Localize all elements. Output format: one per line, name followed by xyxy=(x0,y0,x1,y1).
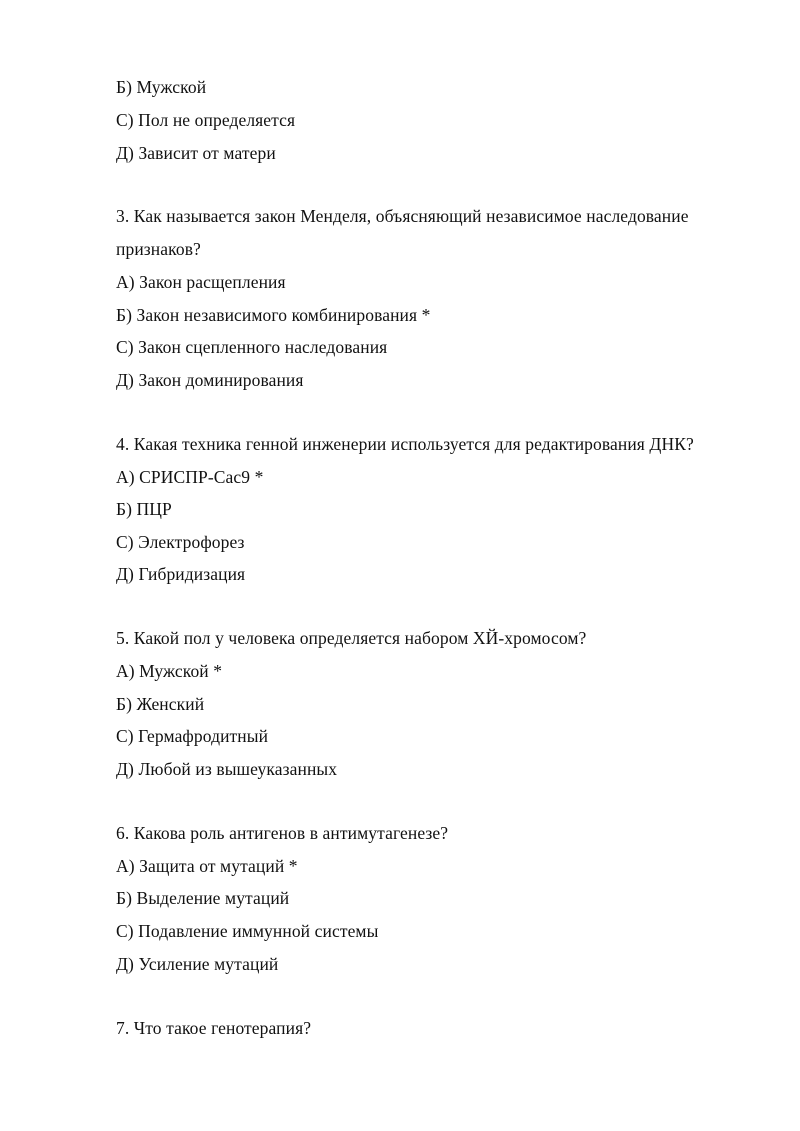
q2-option-d: Д) Зависит от матери xyxy=(116,143,276,163)
q3-question-line1: 3. Как называется закон Менделя, объясняющий независимое наследование xyxy=(116,206,689,226)
q5-question: 5. Какой пол у человека определяется набором ХЙ-хромосом? xyxy=(116,628,587,648)
q6-option-a: А) Защита от мутаций * xyxy=(116,856,298,876)
q7-question: 7. Что такое генотерапия? xyxy=(116,1018,312,1038)
q6-option-d: Д) Усиление мутаций xyxy=(116,954,279,974)
q3-option-b: Б) Закон независимого комбинирования * xyxy=(116,305,431,325)
q5-option-b: Б) Женский xyxy=(116,694,205,714)
q3-option-c: С) Закон сцепленного наследования xyxy=(116,337,388,357)
q2-option-b: Б) Мужской xyxy=(116,77,207,97)
q6-option-c: С) Подавление иммунной системы xyxy=(116,921,379,941)
q5-option-c: С) Гермафродитный xyxy=(116,726,269,746)
q4-question: 4. Какая техника генной инженерии используется для редактирования ДНК? xyxy=(116,434,694,454)
q5-option-d: Д) Любой из вышеуказанных xyxy=(116,759,338,779)
q5-option-a: А) Мужской * xyxy=(116,661,223,681)
q3-option-d: Д) Закон доминирования xyxy=(116,370,304,390)
q4-option-d: Д) Гибридизация xyxy=(116,564,246,584)
q3-question-line2: признаков? xyxy=(116,239,201,259)
q2-option-c: С) Пол не определяется xyxy=(116,110,296,130)
q6-question: 6. Какова роль антигенов в антимутагенезе? xyxy=(116,823,449,843)
q4-option-b: Б) ПЦР xyxy=(116,499,172,519)
q3-option-a: А) Закон расщепления xyxy=(116,272,286,292)
q4-option-c: С) Электрофорез xyxy=(116,532,245,552)
q4-option-a: А) СРИСПР-Сас9 * xyxy=(116,467,264,487)
q6-option-b: Б) Выделение мутаций xyxy=(116,888,290,908)
